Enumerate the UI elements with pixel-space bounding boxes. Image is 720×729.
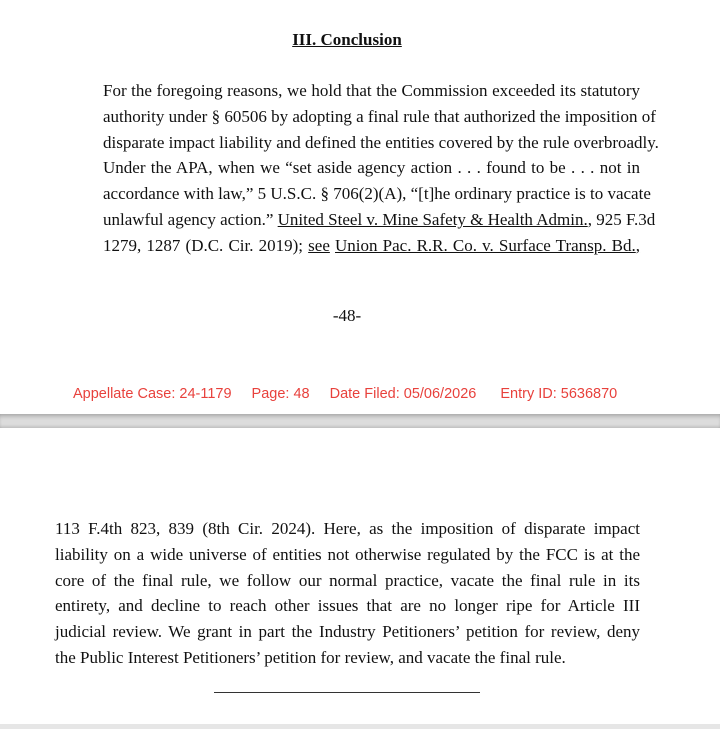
text-segment: , 925 F.3d [587, 209, 656, 229]
page-divider [0, 414, 720, 428]
section-heading: III. Conclusion [292, 30, 402, 49]
end-of-opinion-rule [214, 692, 480, 693]
case-citation: United Steel v. Mine Safety & Health Admin. [277, 209, 588, 229]
text-line: entirety, and decline to reach other issues that are no longer ripe for Article III [55, 596, 640, 616]
text-line: core of the final rule, we follow our normal practice, vacate the final rule in its [55, 570, 640, 590]
text-segment: 1279, 1287 (D.C. Cir. 2019); [103, 235, 309, 255]
text-line: Under the APA, when we “set aside agency action . . . found to be . . . not in [103, 158, 640, 178]
footer-entry-id: Entry ID: 5636870 [500, 386, 618, 402]
continuation-paragraph [55, 516, 640, 671]
footer-date-filed: Date Filed: 05/06/2026 [329, 386, 477, 402]
footer-page: Page: 48 [251, 386, 310, 402]
conclusion-paragraph [55, 78, 659, 259]
text-line [55, 207, 656, 233]
page-number: -48- [332, 306, 362, 325]
footer-case: Appellate Case: 24-1179 [73, 386, 232, 402]
text-line: authority under § 60506 by adopting a final rule that authorized the imposition of [103, 106, 656, 126]
filing-footer [73, 386, 617, 402]
text-segment: , [635, 235, 641, 255]
text-line: accordance with law,” 5 U.S.C. § 706(2)(A), “[t]he ordinary practice is to vacate [103, 184, 651, 204]
text-line: the Public Interest Petitioners’ petition for review, and vacate the final rule. [55, 647, 566, 667]
text-line [55, 233, 640, 259]
citation-signal: see [308, 235, 330, 255]
text-line: For the foregoing reasons, we hold that the Commission exceeded its statutory [103, 81, 640, 100]
text-line: judicial review. We grant in part the Industry Petitioners’ petition for review, deny [55, 622, 640, 642]
text-line: liability on a wide universe of entities not otherwise regulated by the FCC is at the [55, 544, 640, 564]
text-line: 113 F.4th 823, 839 (8th Cir. 2024). Here, as the imposition of disparate impact [55, 519, 640, 538]
text-line: disparate impact liability and defined the entities covered by the rule overbroadly. [103, 132, 659, 152]
page-divider [0, 724, 720, 729]
text-segment: unlawful agency action.” [103, 209, 278, 229]
case-citation: Union Pac. R.R. Co. v. Surface Transp. Bd. [335, 235, 636, 255]
